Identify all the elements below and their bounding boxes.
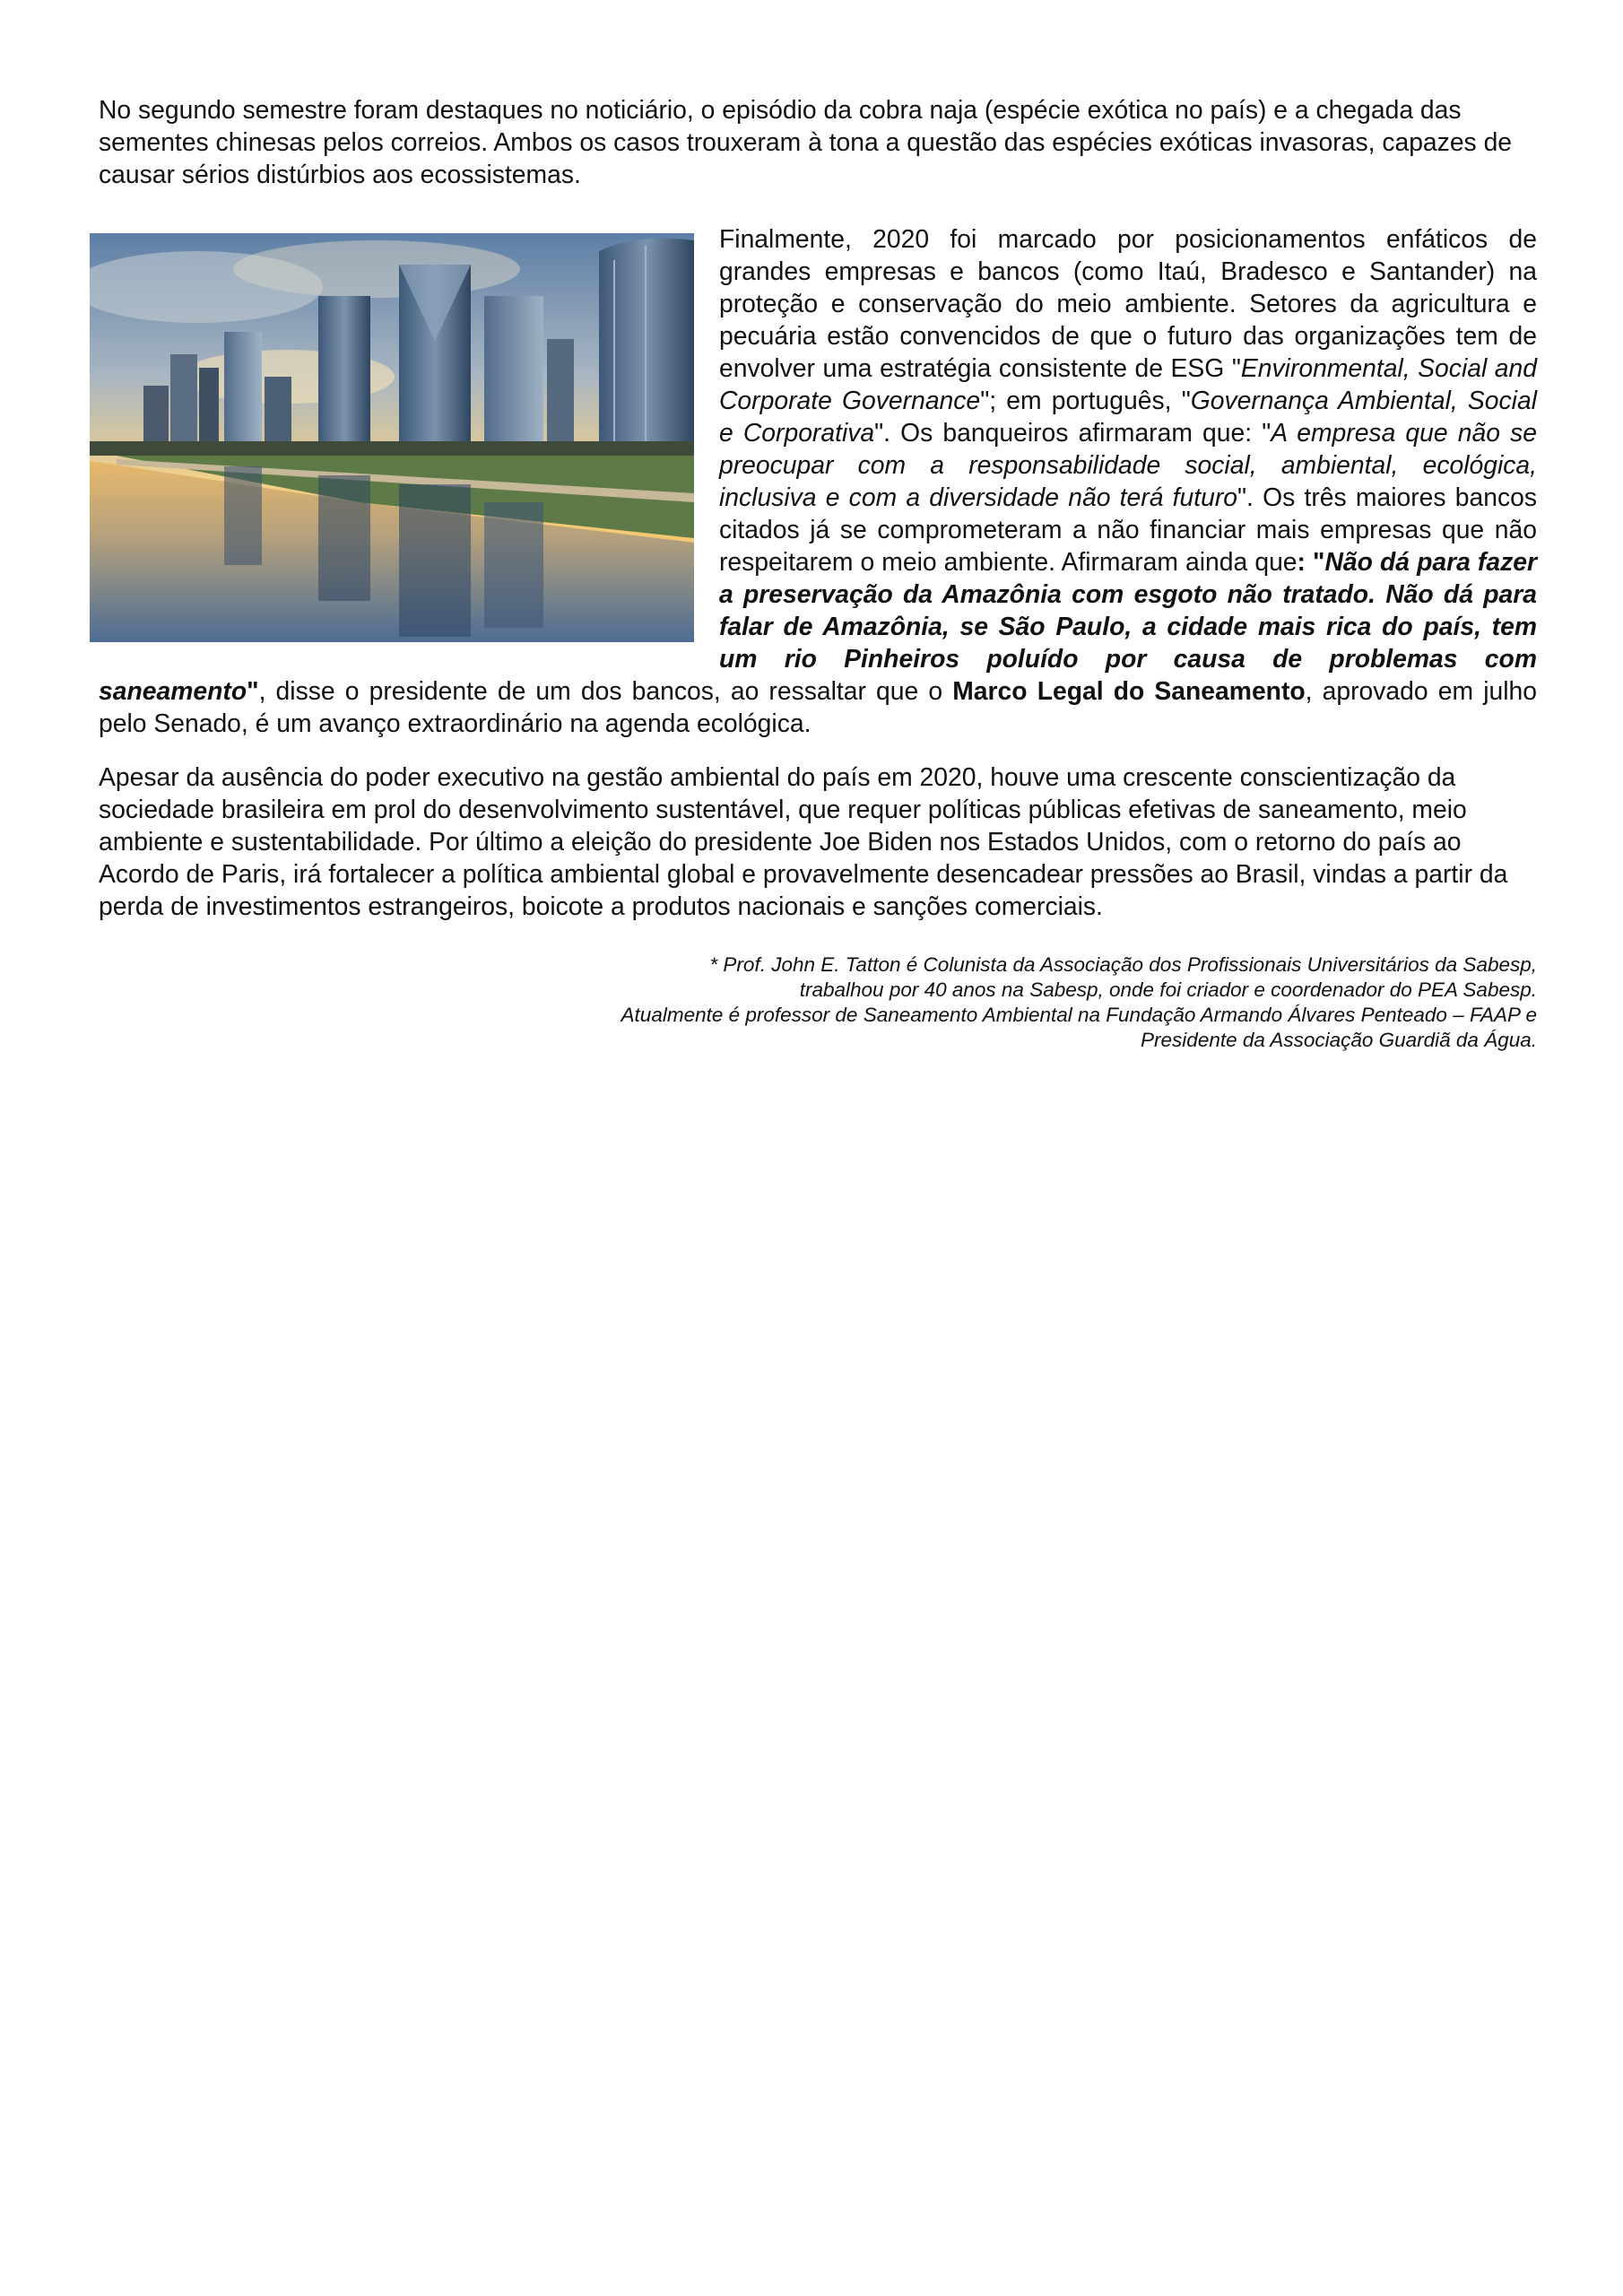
bankers-quote: A empresa que não se preocupar com a responsabilidade social, ambiental, ecológica, inclusiva e com a diversidade não terá futuro (719, 418, 1537, 511)
footnote-line: Atualmente é professor de Saneamento Ambiental na Fundação Armando Álvares Penteado – FAAP e (621, 1004, 1537, 1026)
author-footnote (461, 952, 1537, 1053)
esg-text-6: , aprovado em julho pelo Senado, é um avanço extraordinário na agenda ecológica. (99, 676, 1537, 737)
sao-paulo-skyline-photo (90, 233, 694, 642)
esg-text-2: "; em português, " (980, 386, 1191, 414)
esg-colon: : " (1297, 547, 1325, 576)
esg-text-5: , disse o presidente de um dos bancos, ao ressaltar que o (258, 676, 953, 705)
esg-text-4: ". Os três maiores bancos citados já se comprometeram a não financiar mais empresas que não respeitarem o meio ambiente. Afirmaram ainda que (719, 483, 1538, 576)
paragraph-esg (99, 222, 1537, 739)
esg-text-1: Finalmente, 2020 foi marcado por posicionamentos enfáticos de grandes empresas e bancos (como Itaú, Bradesco e Santander) na proteção e conservação do meio ambiente. Setores da agricultura e pecuária estão convencidos de que o futuro das organizações tem de envolver uma estratégia consistente de ESG " (719, 224, 1537, 382)
footnote-line: Presidente da Associação Guardiã da Água. (1141, 1029, 1537, 1051)
esg-close-quote: " (247, 676, 259, 705)
esg-english-term: Environmental, Social and Corporate Governance (719, 353, 1537, 414)
footnote-line: * Prof. John E. Tatton é Colunista da Associação dos Profissionais Universitários da Sabesp, (709, 953, 1537, 976)
esg-text-3: ". Os banqueiros afirmaram que: " (874, 418, 1271, 447)
paragraph-conclusion: Apesar da ausência do poder executivo na gestão ambiental do país em 2020, houve uma crescente conscientização da sociedade brasileira em prol do desenvolvimento sustentável, que requer políticas públicas efetivas de saneamento, meio ambiente e sustentabilidade. Por último a eleição do presidente Joe Biden nos Estados Unidos, com o retorno do país ao Acordo de Paris, irá fortalecer a política ambiental global e provavelmente desencadear pressões ao Brasil, vindas a partir da perda de investimentos estrangeiros, boicote a produtos nacionais e sanções comerciais. (99, 762, 1508, 920)
marco-legal-term: Marco Legal do Saneamento (952, 676, 1306, 705)
amazonia-quote: Não dá para fazer a preservação da Amazônia com esgoto não tratado. Não dá para falar de Amazônia, se São Paulo, a cidade mais rica do país, tem um rio Pinheiros poluído por causa de problemas com saneamento (99, 547, 1537, 705)
paragraph-exotic-species: No segundo semestre foram destaques no noticiário, o episódio da cobra naja (espécie exótica no país) e a chegada das sementes chinesas pelos correios. Ambos os casos trouxeram à tona a questão das espécies exóticas invasoras, capazes de causar sérios distúrbios aos ecossistemas. (99, 95, 1513, 188)
esg-portuguese-term: Governança Ambiental, Social e Corporativa (719, 386, 1537, 447)
footnote-line: trabalhou por 40 anos na Sabesp, onde foi criador e coordenador do PEA Sabesp. (799, 978, 1537, 1001)
